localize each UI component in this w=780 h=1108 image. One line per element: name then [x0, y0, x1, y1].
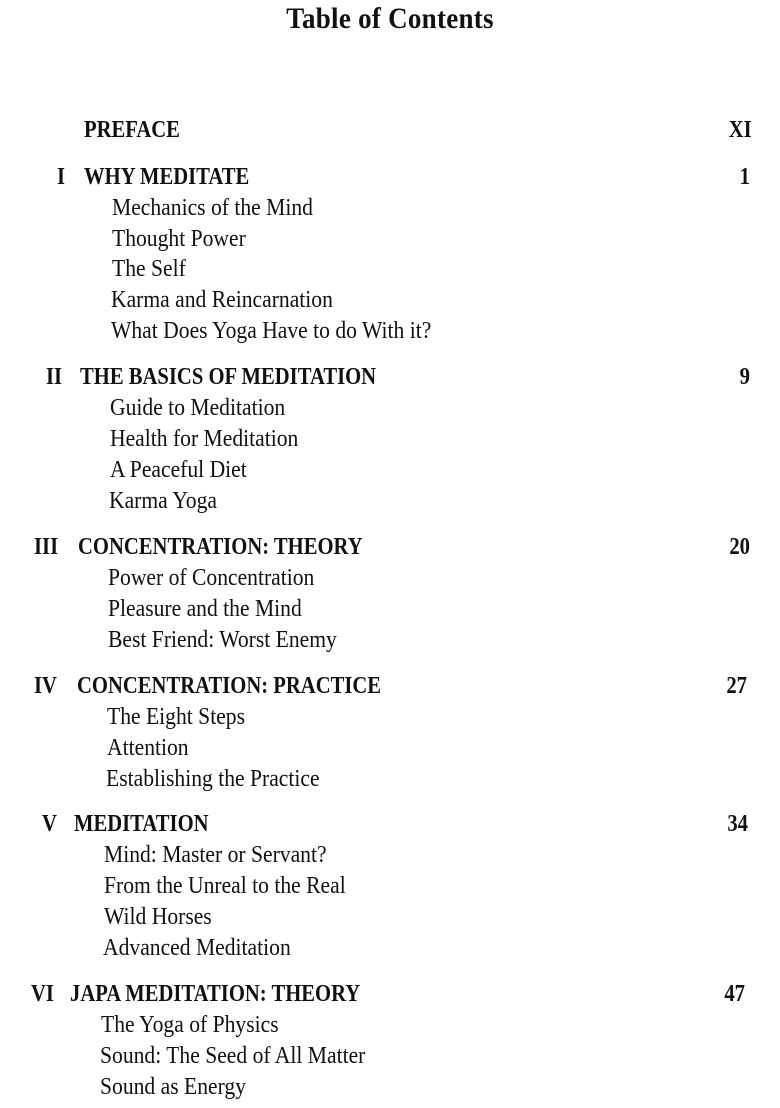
section-item: Advanced Meditation [103, 935, 291, 961]
section-item: Attention [107, 735, 189, 761]
toc-chapter-3 [0, 532, 780, 562]
chapter-title: THE BASICS OF MEDITATION [80, 364, 377, 390]
section-item: From the Unreal to the Real [104, 873, 346, 899]
chapter-title: CONCENTRATION: PRACTICE [77, 673, 382, 699]
section-item: A Peaceful Diet [110, 457, 247, 483]
chapter-title: WHY MEDITATE [84, 164, 250, 190]
page-title: Table of Contents [286, 2, 494, 35]
toc-chapter-1 [0, 162, 780, 192]
chapter-numeral: IV [34, 673, 57, 699]
chapter-page: 9 [739, 364, 750, 390]
chapter-numeral: III [34, 534, 59, 560]
section-item: The Self [112, 256, 186, 282]
section-item: Thought Power [112, 226, 246, 252]
section-item: Establishing the Practice [106, 766, 320, 792]
chapter-page: 1 [739, 164, 750, 190]
chapter-title: MEDITATION [74, 811, 209, 837]
section-item: Sound: The Seed of All Matter [100, 1043, 366, 1069]
section-item: Sound as Energy [100, 1074, 246, 1100]
chapter-page: 47 [724, 981, 745, 1007]
chapter-numeral: V [42, 811, 57, 837]
section-item: Guide to Meditation [110, 395, 286, 421]
chapter-numeral: VI [31, 981, 54, 1007]
chapter-numeral: II [46, 364, 63, 390]
chapter-numeral: I [57, 164, 66, 190]
section-item: The Eight Steps [107, 704, 245, 730]
chapter-page: 34 [727, 811, 748, 837]
section-item: Best Friend: Worst Enemy [108, 627, 337, 653]
section-item: Karma and Reincarnation [111, 287, 333, 313]
section-item: Mind: Master or Servant? [104, 842, 327, 868]
section-item: Health for Meditation [110, 426, 299, 452]
toc-chapter-5 [0, 809, 780, 839]
preface-page: XI [729, 117, 752, 143]
preface-label: PREFACE [84, 117, 180, 143]
section-item: Mechanics of the Mind [112, 195, 313, 221]
section-item: Power of Concentration [108, 565, 315, 591]
toc-chapter-4 [0, 671, 780, 701]
section-item: Pleasure and the Mind [108, 596, 302, 622]
toc-chapter-6 [0, 979, 780, 1009]
toc-chapter-2 [0, 362, 780, 392]
section-item: Wild Horses [104, 904, 212, 930]
chapter-page: 20 [729, 534, 750, 560]
section-item: Karma Yoga [109, 488, 217, 514]
chapter-page: 27 [726, 673, 747, 699]
toc-entry-preface [0, 115, 780, 145]
chapter-title: JAPA MEDITATION: THEORY [70, 981, 361, 1007]
section-item: The Yoga of Physics [101, 1012, 279, 1038]
section-item: What Does Yoga Have to do With it? [111, 318, 432, 344]
chapter-title: CONCENTRATION: THEORY [78, 534, 363, 560]
